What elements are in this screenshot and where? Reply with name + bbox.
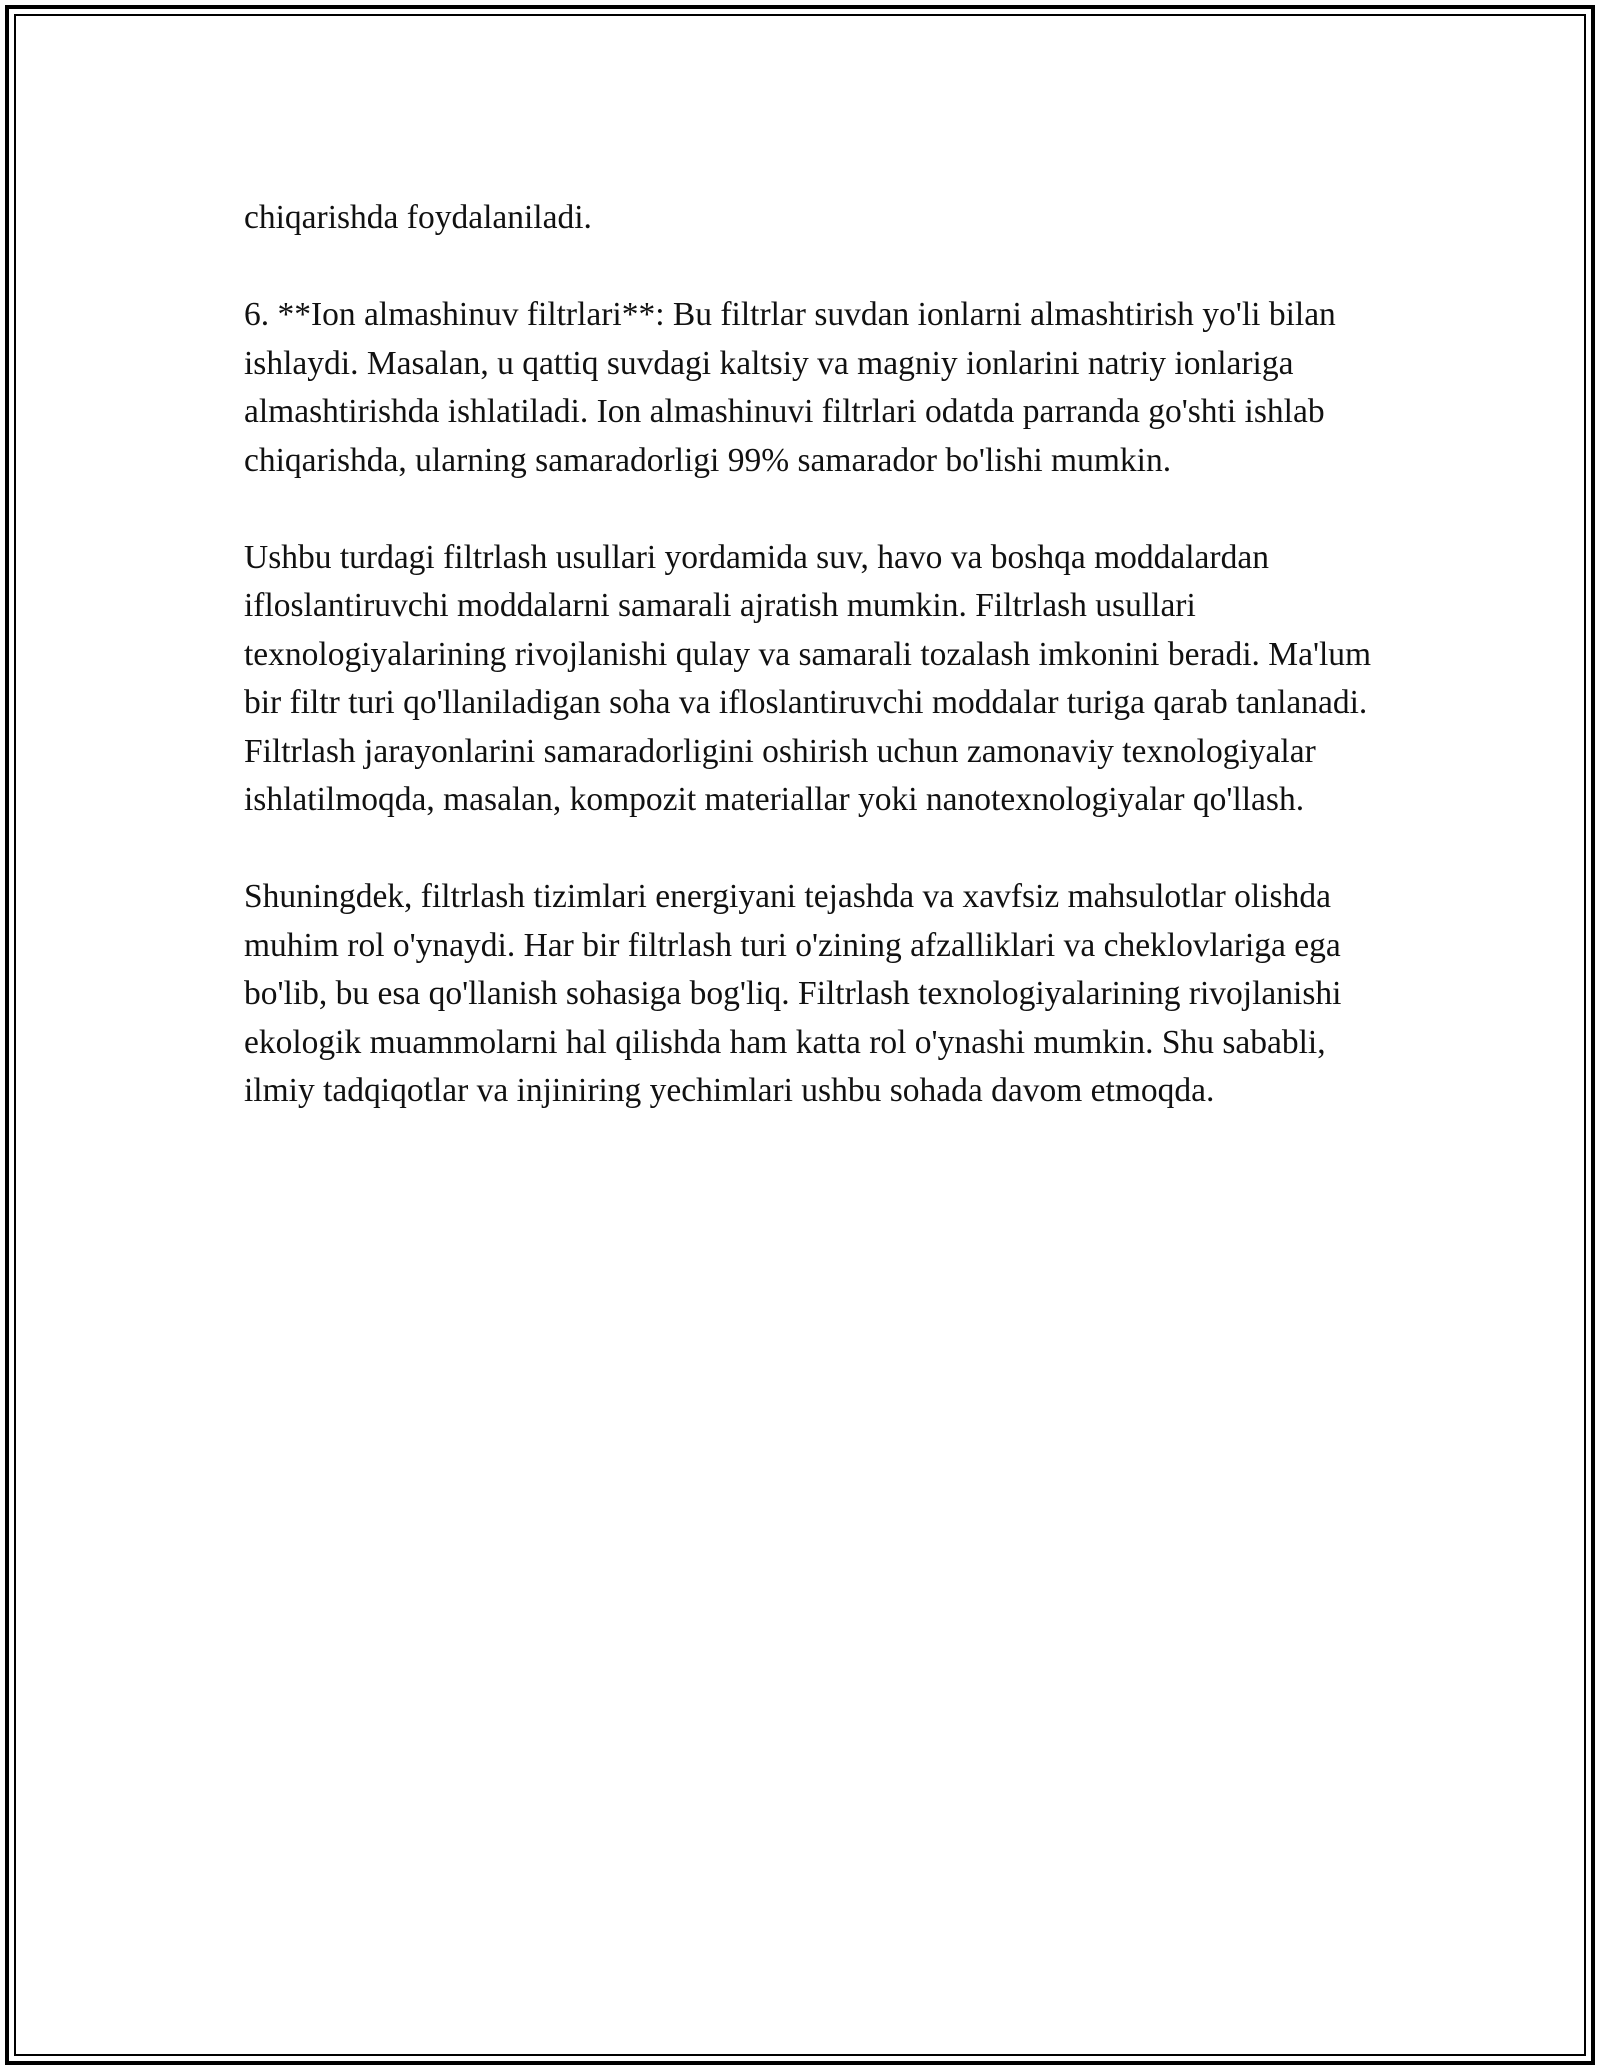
paragraph-continuation: chiqarishda foydalaniladi. (244, 199, 592, 236)
page-frame (5, 5, 1595, 2065)
paragraph-conclusion: Shuningdek, filtrlash tizimlari energiyani tejashda va xavfsiz mahsulotlar olishda muhim rol o'ynaydi. Har bir filtrlash turi o'zining afzalliklari va cheklovlariga ega bo'lib, bu esa qo'llanish sohasiga bog'liq. Filtrlash texnologiyalarining rivojlanishi ekologik muammolarni hal qilishda ham katta rol o'ynashi mumkin. Shu sababli, ilmiy tadqiqotlar va injiniring yechimlari ushbu sohada davom etmoqda. (244, 878, 1342, 1109)
paragraph-ion-exchange-filters: 6. **Ion almashinuv filtrlari**: Bu filtrlar suvdan ionlarni almashtirish yo'li bilan ishlaydi. Masalan, u qattiq suvdagi kaltsiy va magniy ionlarini natriy ionlariga almashtirishda ishlatiladi. Ion almashinuvi filtrlari odatda parranda go'shti ishlab chiqarishda, ularning samaradorligi 99% samarador bo'lishi mumkin. (244, 296, 1336, 479)
paragraph-filtration-methods: Ushbu turdagi filtrlash usullari yordamida suv, havo va boshqa moddalardan ifloslantiruvchi moddalarni samarali ajratish mumkin. Filtrlash usullari texnologiyalarining rivojlanishi qulay va samarali tozalash imkonini beradi. Ma'lum bir filtr turi qo'llaniladigan soha va ifloslantiruvchi moddalar turiga qarab tanlanadi. Filtrlash jarayonlarini samaradorligini oshirish uchun zamonaviy texnologiyalar ishlatilmoqda, masalan, kompozit materiallar yoki nanotexnologiyalar qo'llash. (244, 538, 1372, 818)
document-body (244, 194, 1394, 1164)
